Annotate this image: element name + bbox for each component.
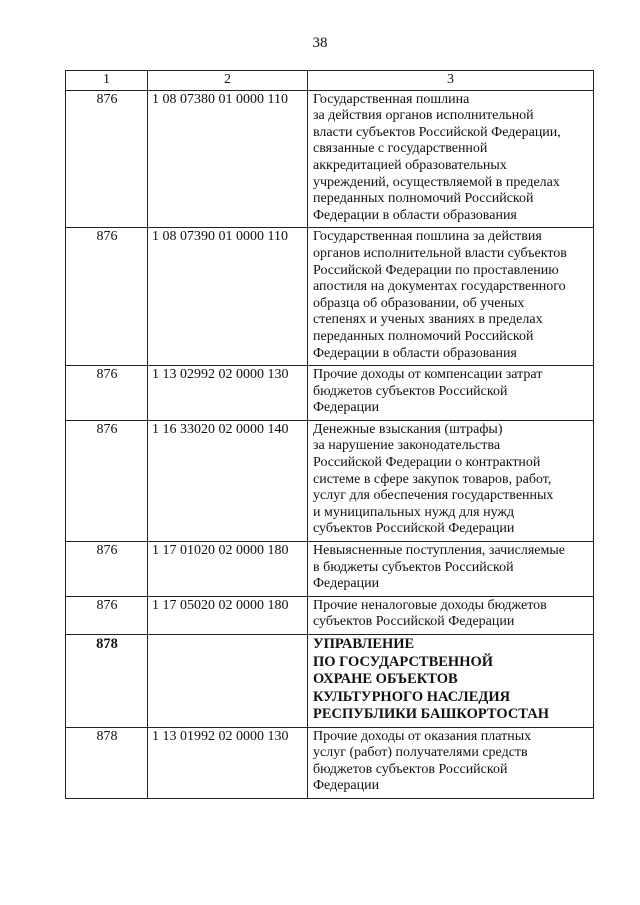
revenue-code-cell: 1 17 01020 02 0000 180 xyxy=(148,542,308,597)
column-header-3: 3 xyxy=(308,71,594,91)
description-cell: Прочие неналоговые доходы бюджетов субъектов Российской Федерации xyxy=(308,596,594,634)
revenue-code-cell: 1 08 07390 01 0000 110 xyxy=(148,228,308,366)
admin-code-cell: 876 xyxy=(66,228,148,366)
description-cell: Государственная пошлина за действия органов исполнительной власти субъектов Российской Федерации, связанные с государственной аккредитацией образовательных учреждений, осуществляемой в пределах переданных полномочий Российской Федерации в области образования xyxy=(308,90,594,228)
table-row xyxy=(66,420,594,541)
revenue-codes-table xyxy=(65,70,594,799)
admin-code-cell: 878 xyxy=(66,635,148,728)
page-number: 38 xyxy=(312,35,328,51)
table-header-row xyxy=(66,71,594,91)
admin-code-cell: 876 xyxy=(66,596,148,634)
description-cell: Государственная пошлина за действия органов исполнительной власти субъектов Российской Федерации по проставлению апостиля на документах государственного образца об образовании, об ученых степенях и ученых званиях в пределах переданных полномочий Российской Федерации в области образования xyxy=(308,228,594,366)
admin-code-cell: 876 xyxy=(66,90,148,228)
table-row xyxy=(66,366,594,421)
revenue-code-cell xyxy=(148,635,308,728)
table-row xyxy=(66,596,594,634)
revenue-code-cell: 1 16 33020 02 0000 140 xyxy=(148,420,308,541)
table-row xyxy=(66,542,594,597)
revenue-code-cell: 1 13 02992 02 0000 130 xyxy=(148,366,308,421)
description-cell: Прочие доходы от оказания платных услуг (работ) получателями средств бюджетов субъектов Российской Федерации xyxy=(308,727,594,798)
admin-code-cell: 876 xyxy=(66,366,148,421)
description-cell: Денежные взыскания (штрафы) за нарушение законодательства Российской Федерации о контрактной системе в сфере закупок товаров, работ, услуг для обеспечения государственных и муниципальных нужд для нужд субъектов Российской Федерации xyxy=(308,420,594,541)
column-header-2: 2 xyxy=(148,71,308,91)
description-cell: Невыясненные поступления, зачисляемые в бюджеты субъектов Российской Федерации xyxy=(308,542,594,597)
column-header-1: 1 xyxy=(66,71,148,91)
revenue-code-cell: 1 17 05020 02 0000 180 xyxy=(148,596,308,634)
revenue-code-cell: 1 08 07380 01 0000 110 xyxy=(148,90,308,228)
section-heading-row xyxy=(66,635,594,728)
admin-code-cell: 876 xyxy=(66,420,148,541)
table-row xyxy=(66,228,594,366)
revenue-code-cell: 1 13 01992 02 0000 130 xyxy=(148,727,308,798)
admin-code-cell: 878 xyxy=(66,727,148,798)
description-cell: Прочие доходы от компенсации затрат бюджетов субъектов Российской Федерации xyxy=(308,366,594,421)
admin-code-cell: 876 xyxy=(66,542,148,597)
table-row xyxy=(66,727,594,798)
administrator-name-cell: УПРАВЛЕНИЕ ПО ГОСУДАРСТВЕННОЙ ОХРАНЕ ОБЪЕКТОВ КУЛЬТУРНОГО НАСЛЕДИЯ РЕСПУБЛИКИ БАШКОРТОСТАН xyxy=(308,635,594,728)
table-row xyxy=(66,90,594,228)
